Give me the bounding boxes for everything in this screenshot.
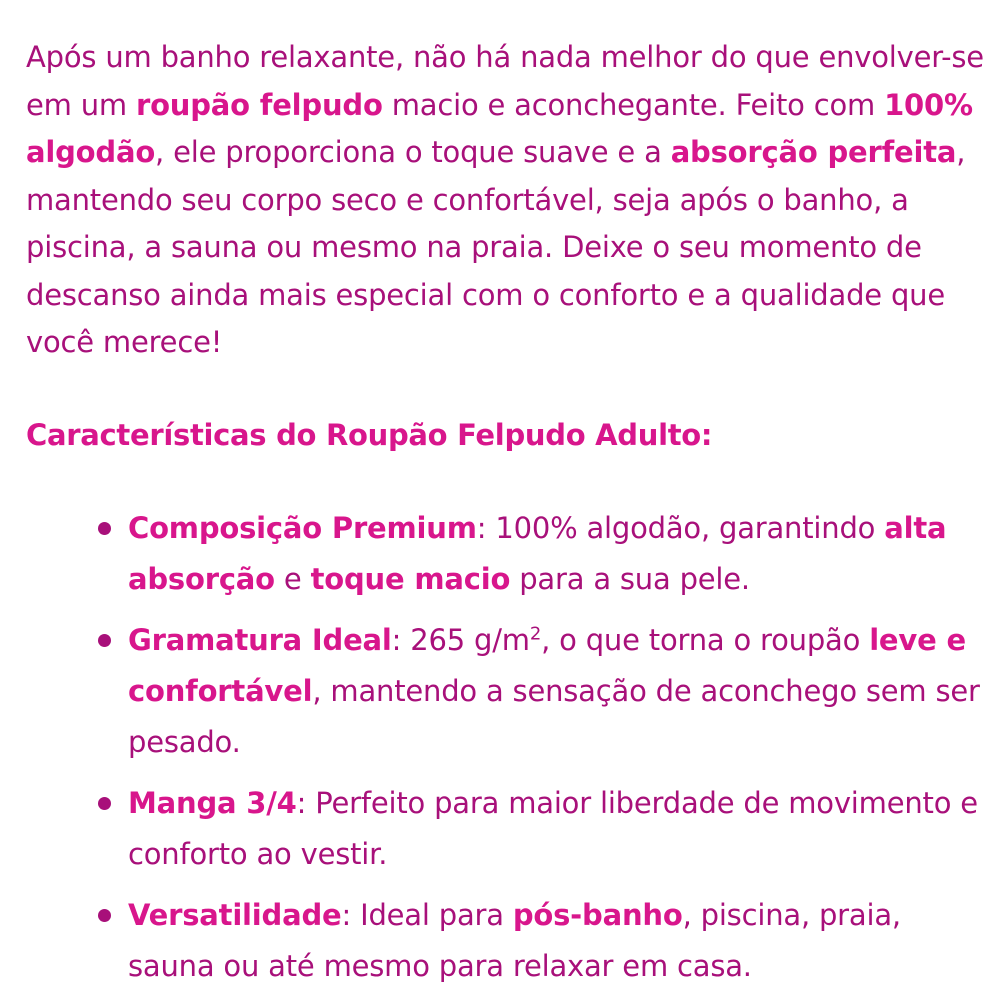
feature-title: Gramatura Ideal — [128, 623, 392, 657]
feature-title: Manga 3/4 — [128, 786, 297, 820]
intro-text-4: , mantendo seu corpo seco e confortável, seja após o banho, a piscina, a sauna ou mesmo na praia. Deixe o seu momento de descanso ainda mais especial com o conforto e a qualidade que você merece! — [26, 135, 966, 359]
features-list — [128, 503, 988, 1002]
intro-bold-algodao: 100% algodão — [26, 87, 973, 169]
feature-superscript: 2 — [529, 623, 542, 645]
feature-bold: alta absorção — [128, 511, 947, 596]
feature-text: , o que torna o roupão — [541, 623, 870, 657]
bullet-icon — [98, 909, 111, 922]
feature-text: : Ideal para — [341, 898, 513, 932]
feature-text: : Perfeito para maior liberdade de movimento e conforto ao vestir. — [128, 786, 978, 871]
feature-bold: pós-banho — [512, 898, 683, 932]
feature-text: , mantendo a sensação de aconchego sem ser pesado. — [128, 674, 980, 759]
intro-text-3: , ele proporciona o toque suave e a — [155, 135, 671, 169]
intro-bold-absorcao: absorção perfeita — [670, 135, 957, 169]
intro-text-1: Após um banho relaxante, não há nada melhor do que envolver-se em um — [26, 40, 984, 122]
bullet-icon — [98, 797, 111, 810]
feature-text: e — [274, 562, 311, 596]
feature-text: : 100% algodão, garantindo — [476, 511, 885, 545]
bullet-icon — [98, 634, 111, 647]
feature-item-gramatura — [128, 615, 988, 768]
feature-bold: leve e confortável — [128, 623, 966, 708]
feature-text: : 265 g/m — [391, 623, 530, 657]
feature-title: Versatilidade — [128, 898, 342, 932]
intro-paragraph — [26, 34, 986, 367]
feature-title: Composição Premium — [128, 511, 477, 545]
features-heading: Características do Roupão Felpudo Adulto: — [26, 418, 713, 452]
feature-text: , piscina, praia, sauna ou até mesmo para relaxar em casa. — [128, 898, 901, 983]
feature-item-manga — [128, 778, 988, 880]
feature-item-composicao — [128, 503, 988, 605]
feature-bold: toque macio — [310, 562, 511, 596]
intro-bold-roupao: roupão felpudo — [135, 87, 383, 122]
feature-text: para a sua pele. — [510, 562, 750, 596]
feature-item-versatilidade — [128, 890, 988, 992]
bullet-icon — [98, 522, 111, 535]
intro-text-2: macio e aconchegante. Feito com — [382, 87, 885, 122]
